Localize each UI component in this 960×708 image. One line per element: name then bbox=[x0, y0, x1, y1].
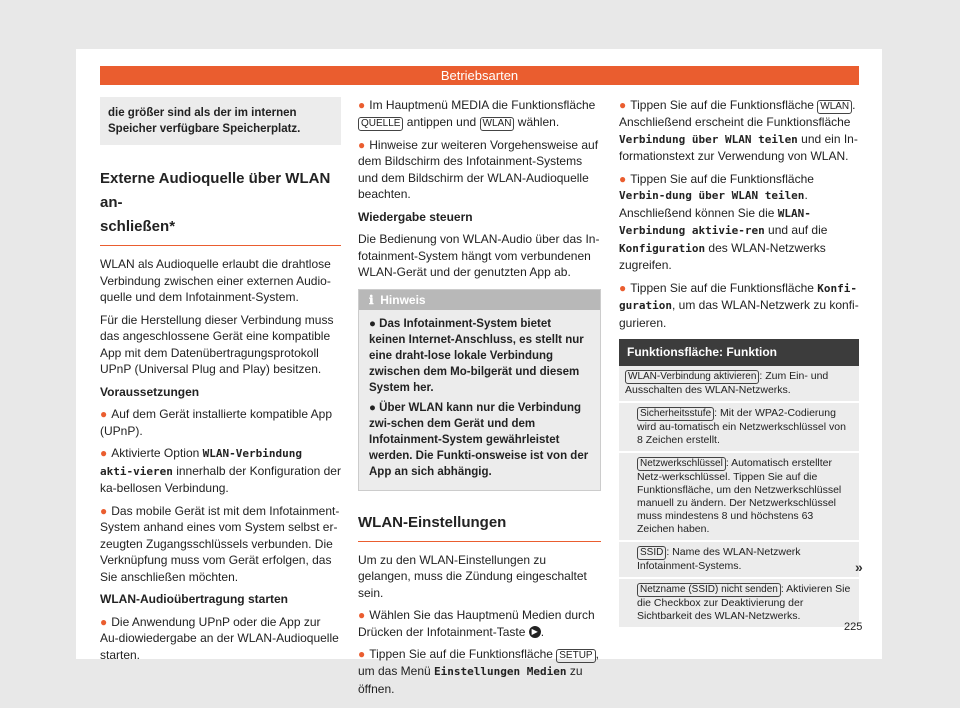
function-label: WLAN-Verbindung aktivie-ren bbox=[619, 206, 811, 237]
page-number: 225 bbox=[844, 621, 863, 633]
bullet-icon: ● bbox=[619, 171, 627, 186]
function-label: Konfiguration bbox=[619, 241, 706, 255]
list-item bbox=[100, 406, 341, 439]
ssid-button[interactable]: SSID bbox=[637, 546, 666, 560]
list-item bbox=[358, 607, 601, 640]
list-item-text: , um das WLAN-Netzwerk zu konfi-gurieren. bbox=[619, 298, 859, 330]
table-row bbox=[619, 366, 859, 403]
list-item-text: Hinweise zur weiteren Vorgehensweise auf dem Bildschirm des Infotainment-Systems und dem Bildschirm der WLAN-Audioquelle beachten. bbox=[358, 137, 599, 201]
list-item-text: und auf die bbox=[764, 223, 828, 237]
list-item bbox=[369, 316, 590, 396]
list-item bbox=[100, 614, 341, 664]
function-label: Konfi-guration bbox=[619, 281, 858, 312]
list-item bbox=[369, 400, 590, 480]
list-item bbox=[100, 445, 341, 497]
list-item-text: des WLAN-Netzwerks zugreifen. bbox=[619, 240, 826, 272]
list-item bbox=[358, 97, 601, 131]
infotainment-key-icon: ▶ bbox=[529, 626, 541, 638]
bullet-icon: ● bbox=[619, 98, 627, 112]
right-column bbox=[619, 97, 859, 629]
list-item-text: . Anschließend erscheint die Funktionsfläche bbox=[619, 98, 856, 129]
list-item-text: Wählen Sie das Hauptmenü Medien durch Drücken der Infotainment-Taste bbox=[358, 608, 595, 639]
subheading: Voraussetzungen bbox=[100, 384, 200, 399]
list-item-text: Das mobile Gerät ist mit dem Infotainment-System anhand eines vom System selbst er-zeugten Zugangsschlüssels verbunden. Die Verknüpfung muss vom Gerät erfolgen, das Sie anschließen möchten. bbox=[100, 503, 340, 584]
subheading: WLAN-Audioübertragung starten bbox=[100, 592, 288, 606]
paragraph: WLAN als Audioquelle erlaubt die drahtlose Verbindung zwischen einer externen Audio-quelle und dem Infotainment-System. bbox=[100, 257, 331, 304]
table-row bbox=[619, 579, 859, 629]
list-item bbox=[100, 503, 341, 586]
source-button[interactable]: QUELLE bbox=[358, 117, 403, 131]
hint-title: Hinweis bbox=[380, 292, 426, 307]
bullet-icon: ● bbox=[358, 98, 366, 112]
list-item-text: Tippen Sie auf die Funktionsfläche bbox=[630, 171, 814, 186]
list-item bbox=[619, 171, 859, 274]
table-cell-text: : Mit der WPA2-Codierung wird au-tomatisch ein Netzwerkschlüssel von 8 Zeichen erstellt. bbox=[637, 407, 846, 446]
paragraph: Um zu den WLAN-Einstellungen zu gelangen, muss die Zündung eingeschaltet sein. bbox=[358, 552, 587, 600]
list-item bbox=[358, 646, 601, 697]
list-item-text: . Anschließend können Sie die bbox=[619, 188, 808, 220]
network-key-button[interactable]: Netzwerkschlüssel bbox=[637, 457, 726, 471]
list-item-text: Aktivierte Option bbox=[111, 446, 203, 460]
hide-ssid-button[interactable]: Netzname (SSID) nicht senden bbox=[637, 583, 781, 597]
list-item-text: Tippen Sie auf die Funktionsfläche bbox=[369, 647, 557, 661]
bullet-icon: ● bbox=[100, 614, 108, 629]
bullet-icon: ● bbox=[358, 647, 366, 661]
chapter-header: Betriebsarten bbox=[100, 66, 859, 85]
list-item-text: Auf dem Gerät installierte kompatible App (UPnP). bbox=[100, 407, 333, 438]
wlan-activate-button[interactable]: WLAN-Verbindung aktivieren bbox=[625, 370, 759, 384]
list-item-text: wählen. bbox=[514, 114, 560, 129]
bullet-icon: ● bbox=[619, 280, 627, 295]
hint-header bbox=[359, 290, 600, 310]
wlan-button[interactable]: WLAN bbox=[480, 117, 515, 131]
list-item-text: und ein In-formationstext zur Verwendung von WLAN. bbox=[619, 131, 858, 163]
table-header: Funktionsfläche: Funktion bbox=[619, 339, 859, 366]
middle-column bbox=[358, 97, 601, 703]
subheading: Wiedergabe steuern bbox=[358, 209, 473, 224]
hint-box bbox=[358, 289, 601, 491]
list-item-text: innerhalb der Konfiguration der ka-bellosen Verbindung. bbox=[100, 463, 341, 495]
wlan-button[interactable]: WLAN bbox=[817, 100, 852, 114]
setup-button[interactable]: SETUP bbox=[556, 649, 595, 663]
bullet-icon: ● bbox=[100, 407, 108, 421]
table-row bbox=[619, 542, 859, 579]
bullet-icon: ● bbox=[358, 608, 366, 622]
list-item-text: , um das Menü bbox=[358, 647, 599, 678]
table-cell-text: : Name des WLAN-Netzwerk Infotainment-Systems. bbox=[637, 546, 801, 572]
list-item-text: Die Anwendung UPnP oder die App zur Au-diowiedergabe an der WLAN-Audioquelle starten. bbox=[100, 614, 339, 662]
section-title-line-2: schließen* bbox=[100, 218, 176, 235]
hint-body bbox=[359, 310, 600, 490]
function-label: Verbindung über WLAN teilen bbox=[619, 132, 798, 146]
continue-arrow-icon: » bbox=[855, 559, 863, 575]
section-title-wlan-settings: WLAN-Einstellungen bbox=[358, 505, 601, 542]
table-cell-text: : Zum Ein- und Ausschalten des WLAN-Netzwerks. bbox=[625, 370, 829, 396]
table-row bbox=[619, 453, 859, 542]
section-title-line-1: Externe Audioquelle über WLAN an- bbox=[100, 170, 331, 211]
list-item-text: Tippen Sie auf die Funktionsfläche bbox=[630, 280, 818, 295]
info-icon: ℹ bbox=[369, 292, 374, 307]
section-title-external-audio bbox=[100, 161, 341, 246]
list-item bbox=[619, 280, 859, 332]
function-label: Verbin-dung über WLAN teilen bbox=[619, 189, 805, 202]
list-item-text: Das Infotainment-System bietet keinen Internet-Anschluss, es stellt nur eine draht-lose lokale Verbindung zwischen dem Mo-bilgerät und diesem System her. bbox=[369, 317, 584, 394]
list-item-text: Tippen Sie auf die Funktionsfläche bbox=[630, 98, 818, 112]
list-item-text: zu öffnen. bbox=[358, 664, 583, 696]
list-item bbox=[619, 97, 859, 165]
bullet-icon: ● bbox=[100, 503, 108, 518]
function-table bbox=[619, 339, 859, 629]
bullet-icon: ● bbox=[100, 446, 108, 460]
info-box: die größer sind als der im internen Speicher verfügbare Speicherplatz. bbox=[100, 97, 341, 145]
table-row bbox=[619, 403, 859, 453]
bullet-icon: ● bbox=[369, 401, 380, 414]
left-column bbox=[100, 97, 341, 669]
bullet-icon: ● bbox=[369, 317, 380, 330]
paragraph: Die Bedienung von WLAN-Audio über das In-fotainment-System hängt vom verbundenen WLAN-Gerät und der genutzten App ab. bbox=[358, 232, 600, 279]
list-item-text: antippen und bbox=[403, 114, 480, 129]
table-cell-text: : Aktivieren Sie die Checkbox zur Deaktivierung der Sichtbarkeit des WLAN-Netzwerks. bbox=[637, 583, 851, 622]
list-item-text: Über WLAN kann nur die Verbindung zwi-schen dem Gerät und dem Infotainment-System gewährleistet werden. Die Funkti-onsweise ist von der App an sich abhängig. bbox=[369, 401, 589, 478]
menu-option-label: WLAN-Verbindung akti-vieren bbox=[100, 447, 302, 478]
list-item-text: Im Hauptmenü MEDIA die Funktionsfläche bbox=[369, 98, 596, 112]
list-item bbox=[358, 137, 601, 203]
paragraph: Für die Herstellung dieser Verbindung muss das angeschlossene Gerät eine kompatible App mit dem Datenübertragungsprotokoll UPnP (Universal Plug and Play) besitzen. bbox=[100, 312, 334, 376]
menu-name: Einstellungen Medien bbox=[434, 665, 567, 678]
bullet-icon: ● bbox=[358, 137, 366, 152]
list-item-text: . bbox=[540, 624, 545, 639]
table-cell-text: : Automatisch erstellter Netz-werkschlüssel. Tippen Sie auf die Funktionsfläche, um den Netzwerkschlüssel manuell zu ändern. Der Netzwerkschlüssel muss mindestens 8 und höchstens 63 Zeichen haben. bbox=[637, 457, 842, 535]
security-level-button[interactable]: Sicherheitsstufe bbox=[637, 407, 714, 421]
